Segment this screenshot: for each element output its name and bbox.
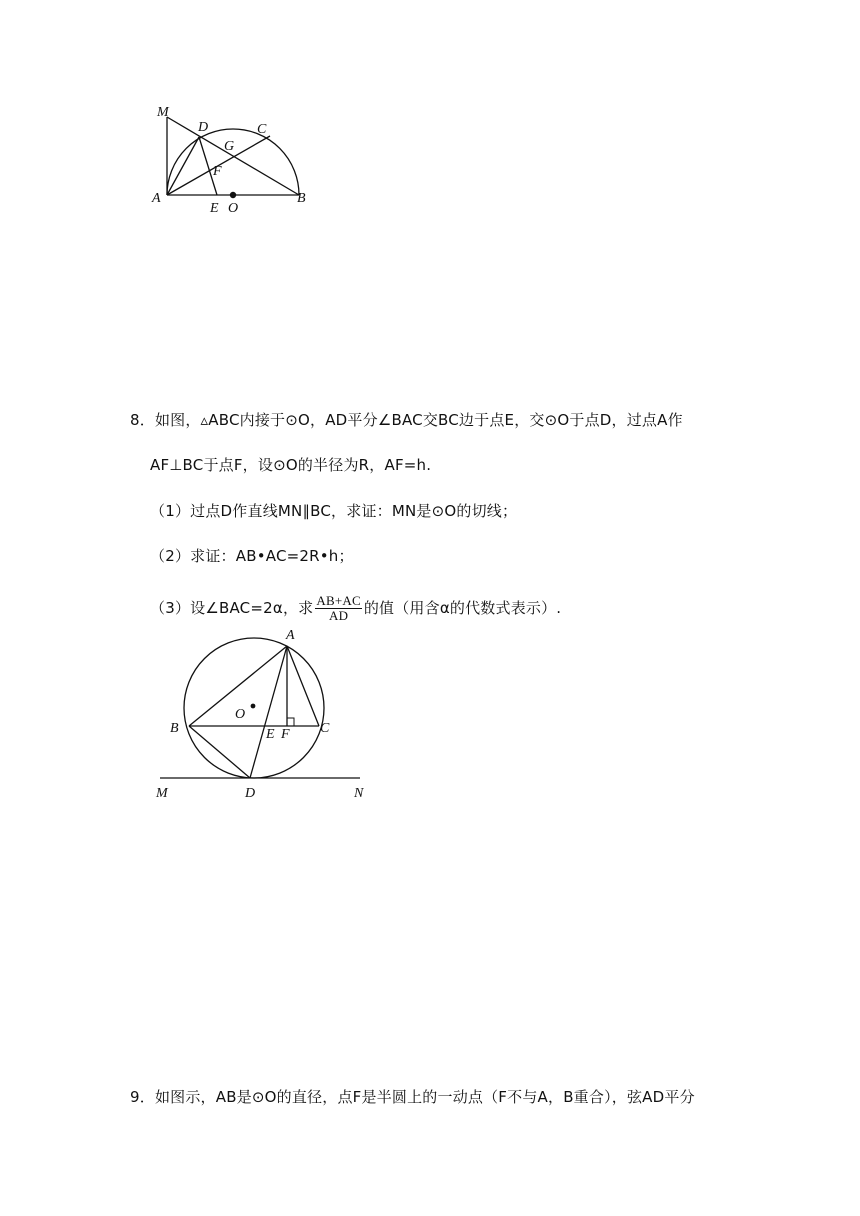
label-A: A: [286, 628, 295, 643]
problem8-line1: 8．如图，▵ABC内接于⊙O，AD平分∠BAC交BC边于点E，交⊙O于点D，过点A作: [130, 411, 683, 429]
label-F: F: [281, 727, 290, 742]
label-D: D: [245, 786, 256, 801]
label-B: B: [297, 191, 306, 206]
problem8-part3-suffix: 的值（用含α的代数式表示）.: [363, 599, 562, 617]
label-E: E: [210, 201, 219, 215]
semicircle-diagram: [145, 100, 320, 215]
figure-semicircle: [145, 100, 320, 215]
fraction-numerator: AB+AC: [316, 593, 361, 608]
problem8-part2: （2）求证：AB•AC=2R•h；: [150, 547, 354, 565]
label-F: F: [213, 164, 222, 179]
label-C: C: [320, 721, 330, 736]
label-O: O: [228, 201, 239, 215]
fraction: [315, 594, 361, 623]
figure-circle: [150, 625, 380, 803]
label-O: O: [235, 707, 246, 722]
label-E: E: [266, 727, 275, 742]
label-N: N: [354, 786, 364, 801]
label-C: C: [257, 122, 267, 137]
label-A: A: [152, 191, 161, 206]
label-D: D: [198, 120, 209, 135]
label-B: B: [170, 721, 179, 736]
fraction-denominator: AD: [328, 608, 349, 623]
circle-diagram: [150, 625, 380, 803]
label-M: M: [156, 786, 168, 801]
problem9-line1: 9．如图示，AB是⊙O的直径，点F是半圆上的一动点（F不与A，B重合），弦AD平分: [130, 1088, 695, 1106]
problem8-line2: AF⊥BC于点F，设⊙O的半径为R，AF=h.: [150, 456, 432, 474]
problem8-part1: （1）过点D作直线MN∥BC，求证：MN是⊙O的切线；: [150, 502, 518, 520]
problem8-part3-prefix: （3）设∠BAC=2α，求: [150, 599, 314, 617]
label-M: M: [157, 105, 169, 120]
problem8-part3: [150, 590, 561, 626]
label-G: G: [224, 139, 235, 154]
